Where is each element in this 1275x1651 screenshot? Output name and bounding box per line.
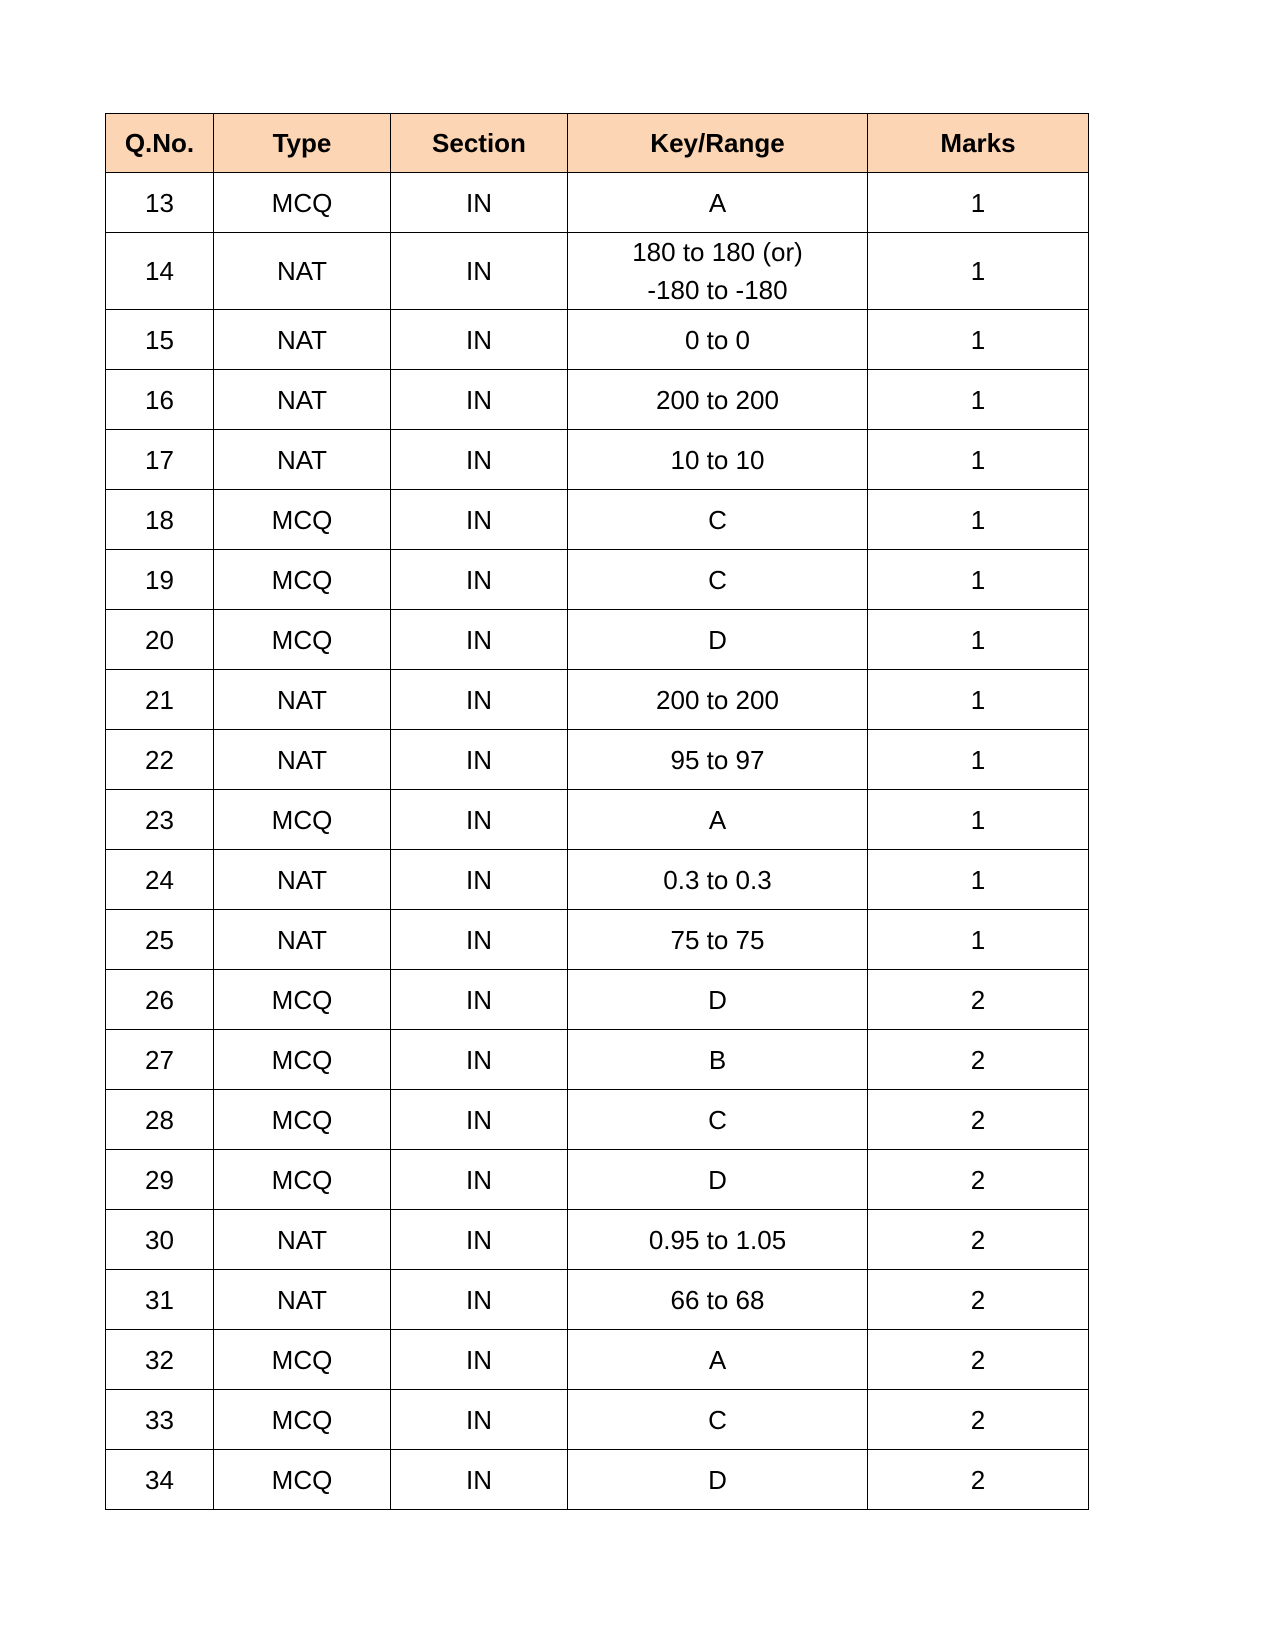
section-cell: IN — [391, 790, 568, 850]
marks-cell: 1 — [868, 490, 1089, 550]
qno-cell: 34 — [106, 1450, 214, 1510]
qno-cell: 14 — [106, 233, 214, 310]
type-cell: MCQ — [214, 1090, 391, 1150]
key-range-cell — [568, 233, 868, 310]
marks-cell: 1 — [868, 370, 1089, 430]
section-cell: IN — [391, 490, 568, 550]
key-range-cell — [568, 1450, 868, 1510]
qno-cell: 31 — [106, 1270, 214, 1330]
qno-cell: 30 — [106, 1210, 214, 1270]
section-cell: IN — [391, 970, 568, 1030]
key-range-line: D — [708, 984, 727, 1015]
key-range-line: -180 to -180 — [647, 275, 788, 305]
table-row — [106, 550, 1089, 610]
type-cell: MCQ — [214, 550, 391, 610]
table-row — [106, 1090, 1089, 1150]
key-range-line: B — [708, 1044, 727, 1075]
key-range-line: A — [708, 804, 727, 835]
type-cell: MCQ — [214, 1150, 391, 1210]
type-cell: MCQ — [214, 1030, 391, 1090]
table-row — [106, 310, 1089, 370]
qno-cell: 20 — [106, 610, 214, 670]
qno-cell: 22 — [106, 730, 214, 790]
table-row — [106, 1150, 1089, 1210]
section-cell: IN — [391, 430, 568, 490]
type-cell: MCQ — [214, 490, 391, 550]
key-range-line: 0.95 to 1.05 — [648, 1224, 787, 1255]
qno-cell: 25 — [106, 910, 214, 970]
type-cell: MCQ — [214, 1450, 391, 1510]
key-range-line: D — [708, 624, 727, 655]
marks-cell: 1 — [868, 730, 1089, 790]
type-cell: NAT — [214, 1210, 391, 1270]
section-cell: IN — [391, 550, 568, 610]
key-range-cell — [568, 970, 868, 1030]
marks-cell: 1 — [868, 430, 1089, 490]
key-range-line: 10 to 10 — [670, 444, 765, 475]
key-range-cell — [568, 490, 868, 550]
marks-cell: 2 — [868, 1450, 1089, 1510]
qno-cell: 23 — [106, 790, 214, 850]
key-range-cell — [568, 430, 868, 490]
key-range-cell — [568, 370, 868, 430]
table-row — [106, 850, 1089, 910]
qno-cell: 13 — [106, 173, 214, 233]
marks-cell: 1 — [868, 910, 1089, 970]
key-range-line: A — [708, 187, 727, 218]
key-range-cell — [568, 670, 868, 730]
table-row — [106, 233, 1089, 310]
qno-cell: 32 — [106, 1330, 214, 1390]
type-cell: MCQ — [214, 790, 391, 850]
section-cell: IN — [391, 730, 568, 790]
header-section: Section — [391, 114, 568, 173]
key-range-cell — [568, 1210, 868, 1270]
qno-cell: 21 — [106, 670, 214, 730]
qno-cell: 33 — [106, 1390, 214, 1450]
section-cell: IN — [391, 1270, 568, 1330]
table-row — [106, 173, 1089, 233]
table-row — [106, 670, 1089, 730]
section-cell: IN — [391, 1210, 568, 1270]
marks-cell: 2 — [868, 1090, 1089, 1150]
qno-cell: 15 — [106, 310, 214, 370]
table-header — [106, 114, 1089, 173]
key-range-cell — [568, 850, 868, 910]
header-qno: Q.No. — [106, 114, 214, 173]
key-range-line: C — [708, 1104, 727, 1135]
key-range-cell — [568, 550, 868, 610]
marks-cell: 1 — [868, 850, 1089, 910]
section-cell: IN — [391, 370, 568, 430]
section-cell: IN — [391, 173, 568, 233]
key-range-line: 180 to 180 (or) — [632, 237, 803, 267]
marks-cell: 2 — [868, 1270, 1089, 1330]
key-range-line: A — [708, 1344, 727, 1375]
section-cell: IN — [391, 910, 568, 970]
type-cell: NAT — [214, 730, 391, 790]
table-row — [106, 1030, 1089, 1090]
answer-key-table — [105, 113, 1089, 1510]
type-cell: MCQ — [214, 1390, 391, 1450]
section-cell: IN — [391, 1030, 568, 1090]
marks-cell: 1 — [868, 233, 1089, 310]
marks-cell: 2 — [868, 1390, 1089, 1450]
key-range-cell — [568, 310, 868, 370]
marks-cell: 2 — [868, 1330, 1089, 1390]
key-range-line: 0 to 0 — [684, 324, 751, 355]
key-range-cell — [568, 1030, 868, 1090]
table-row — [106, 1270, 1089, 1330]
table-row — [106, 970, 1089, 1030]
key-range-line: C — [708, 1404, 727, 1435]
key-range-cell — [568, 610, 868, 670]
key-range-line: 66 to 68 — [670, 1284, 765, 1315]
key-range-cell — [568, 1330, 868, 1390]
table-row — [106, 610, 1089, 670]
header-type: Type — [214, 114, 391, 173]
key-range-line: C — [708, 564, 727, 595]
type-cell: NAT — [214, 430, 391, 490]
qno-cell: 26 — [106, 970, 214, 1030]
type-cell: NAT — [214, 370, 391, 430]
table-row — [106, 430, 1089, 490]
key-range-line: 75 to 75 — [670, 924, 765, 955]
section-cell: IN — [391, 310, 568, 370]
table-row — [106, 1330, 1089, 1390]
section-cell: IN — [391, 233, 568, 310]
section-cell: IN — [391, 610, 568, 670]
table-row — [106, 370, 1089, 430]
type-cell: MCQ — [214, 1330, 391, 1390]
section-cell: IN — [391, 1390, 568, 1450]
key-range-line: D — [708, 1464, 727, 1495]
section-cell: IN — [391, 1450, 568, 1510]
type-cell: MCQ — [214, 970, 391, 1030]
table-row — [106, 790, 1089, 850]
header-marks: Marks — [868, 114, 1089, 173]
table-body — [106, 173, 1089, 1510]
key-range-line: 95 to 97 — [670, 744, 765, 775]
key-range-cell — [568, 1270, 868, 1330]
key-range-cell — [568, 910, 868, 970]
qno-cell: 18 — [106, 490, 214, 550]
type-cell: NAT — [214, 670, 391, 730]
table-row — [106, 910, 1089, 970]
type-cell: MCQ — [214, 173, 391, 233]
qno-cell: 28 — [106, 1090, 214, 1150]
type-cell: NAT — [214, 310, 391, 370]
marks-cell: 1 — [868, 173, 1089, 233]
section-cell: IN — [391, 1150, 568, 1210]
section-cell: IN — [391, 670, 568, 730]
qno-cell: 29 — [106, 1150, 214, 1210]
key-range-cell — [568, 790, 868, 850]
qno-cell: 24 — [106, 850, 214, 910]
key-range-cell — [568, 1090, 868, 1150]
qno-cell: 19 — [106, 550, 214, 610]
table-row — [106, 490, 1089, 550]
header-row — [106, 114, 1089, 173]
section-cell: IN — [391, 850, 568, 910]
marks-cell: 1 — [868, 790, 1089, 850]
marks-cell: 1 — [868, 310, 1089, 370]
marks-cell: 1 — [868, 610, 1089, 670]
marks-cell: 2 — [868, 1030, 1089, 1090]
table-row — [106, 730, 1089, 790]
key-range-line: D — [708, 1164, 727, 1195]
section-cell: IN — [391, 1090, 568, 1150]
marks-cell: 1 — [868, 670, 1089, 730]
type-cell: NAT — [214, 233, 391, 310]
table-row — [106, 1450, 1089, 1510]
key-range-cell — [568, 173, 868, 233]
section-cell: IN — [391, 1330, 568, 1390]
qno-cell: 16 — [106, 370, 214, 430]
type-cell: MCQ — [214, 610, 391, 670]
type-cell: NAT — [214, 1270, 391, 1330]
marks-cell: 1 — [868, 550, 1089, 610]
key-range-line: 200 to 200 — [656, 684, 779, 715]
key-range-line: 200 to 200 — [656, 384, 779, 415]
key-range-cell — [568, 1390, 868, 1450]
qno-cell: 17 — [106, 430, 214, 490]
qno-cell: 27 — [106, 1030, 214, 1090]
key-range-line: C — [708, 504, 727, 535]
header-key-range: Key/Range — [568, 114, 868, 173]
type-cell: NAT — [214, 910, 391, 970]
table-row — [106, 1390, 1089, 1450]
key-range-cell — [568, 730, 868, 790]
table-row — [106, 1210, 1089, 1270]
marks-cell: 2 — [868, 1150, 1089, 1210]
key-range-line: 0.3 to 0.3 — [663, 864, 772, 895]
type-cell: NAT — [214, 850, 391, 910]
key-range-cell — [568, 1150, 868, 1210]
marks-cell: 2 — [868, 970, 1089, 1030]
marks-cell: 2 — [868, 1210, 1089, 1270]
